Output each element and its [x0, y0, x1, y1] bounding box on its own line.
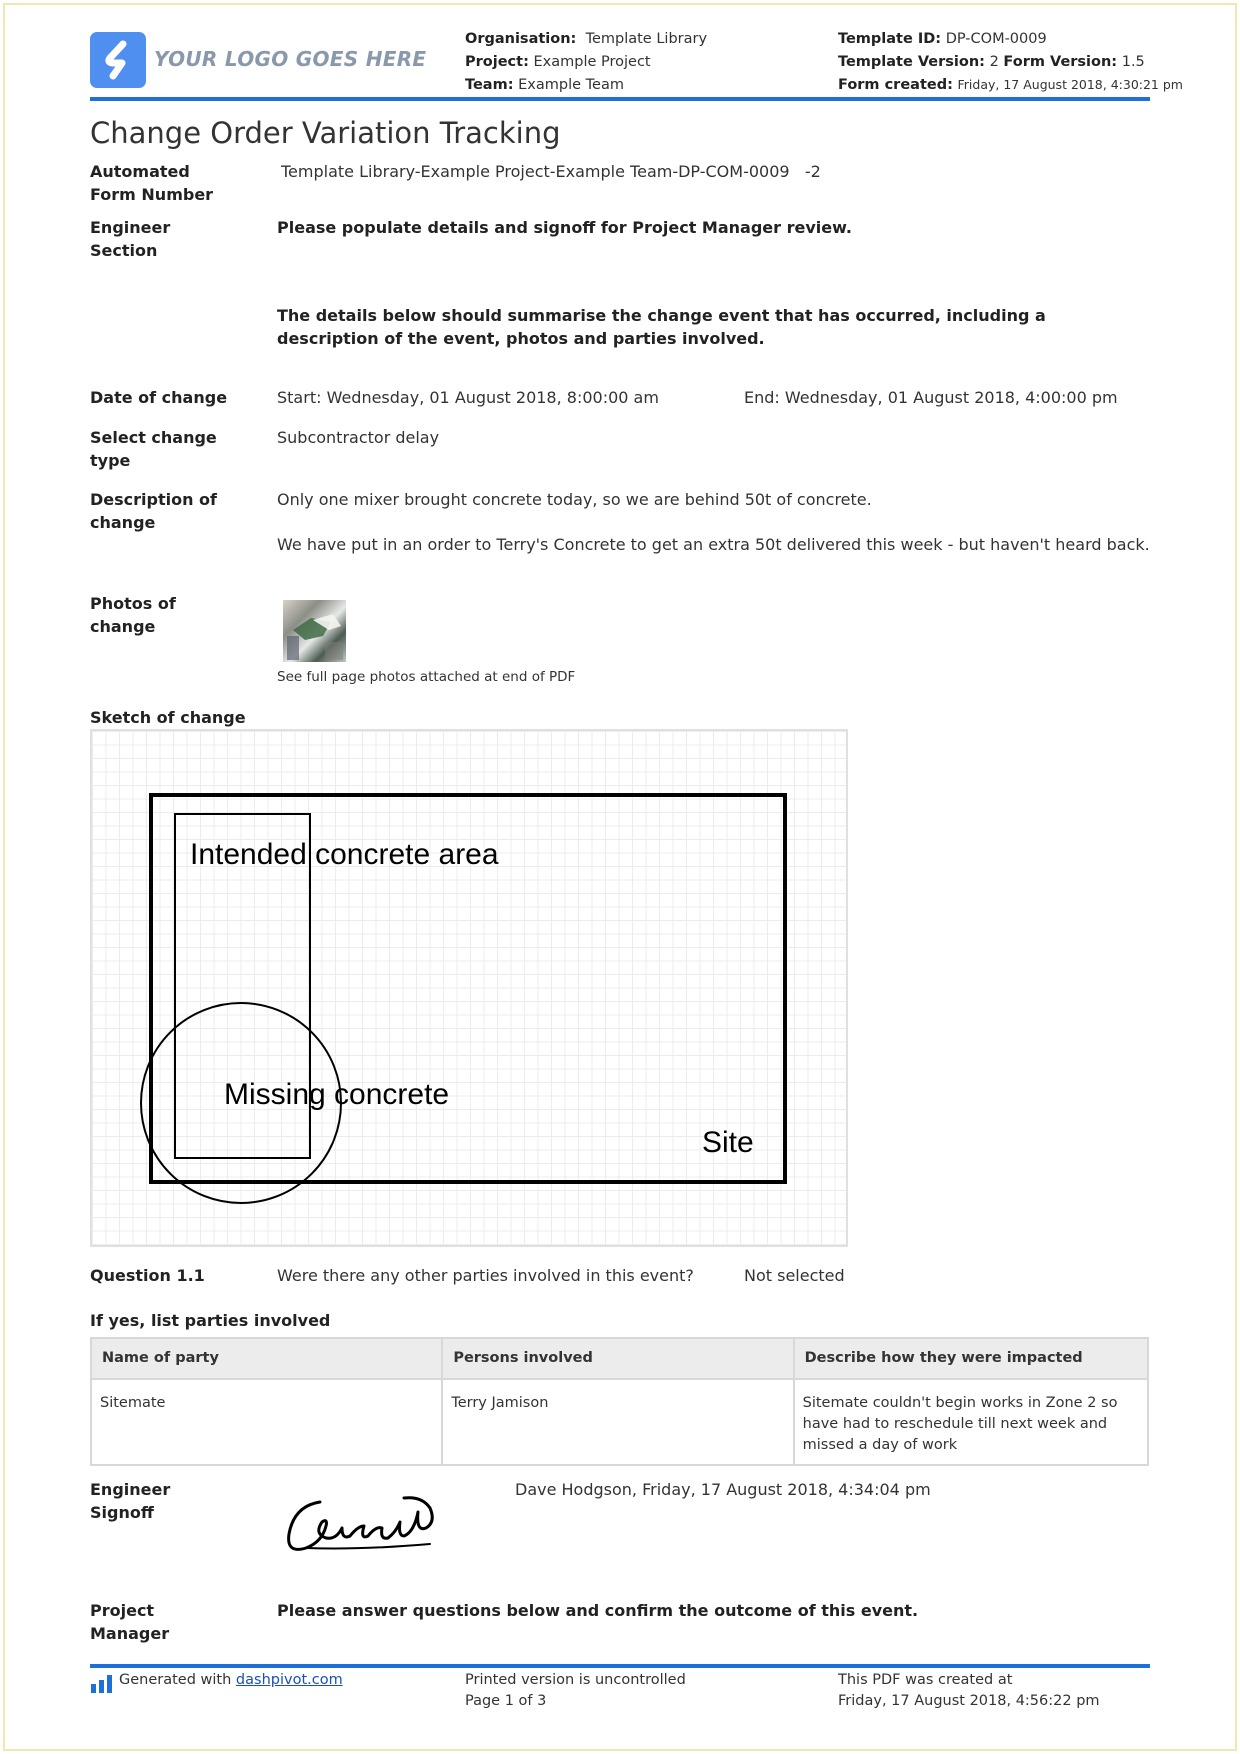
generated-with [119, 1672, 343, 1688]
template-id-value: DP-COM-0009 [945, 31, 1047, 47]
printed-line-1: Printed version is uncontrolled [465, 1672, 686, 1688]
change-type-value: Subcontractor delay [277, 428, 440, 447]
column-header: Persons involved [442, 1338, 793, 1379]
engineer-section-label [90, 216, 255, 262]
logo-mark-icon [90, 32, 146, 88]
date-end: End: Wednesday, 01 August 2018, 4:00:00 pm [744, 388, 1118, 407]
project-manager-label [90, 1599, 255, 1645]
form-created-line [838, 77, 1183, 93]
parties-table [90, 1337, 1149, 1466]
photos-label [90, 592, 255, 638]
table-row [91, 1379, 1148, 1465]
description-label-line-1: Description of [90, 490, 218, 509]
page-title: Change Order Variation Tracking [90, 116, 561, 150]
engineer-signoff-label [90, 1478, 255, 1524]
project-line [465, 54, 651, 70]
project-value: Example Project [533, 54, 651, 70]
sketch-label-site: Site [702, 1126, 754, 1159]
date-start: Start: Wednesday, 01 August 2018, 8:00:00 am [277, 388, 659, 407]
sketch-label-missing: Missing concrete [224, 1078, 450, 1111]
organisation-value: Template Library [585, 31, 708, 47]
version-line [838, 54, 1145, 70]
signature-image [280, 1488, 460, 1564]
form-created-label: Form created: [838, 77, 953, 93]
sketch-canvas [90, 729, 848, 1247]
description-label [90, 488, 255, 534]
generated-prefix: Generated with [119, 1672, 232, 1688]
form-number-label-line-2: Form Number [90, 185, 214, 204]
form-version-label: Form Version: [1003, 54, 1118, 70]
question-label: Question 1.1 [90, 1266, 205, 1285]
form-number-value: Template Library-Example Project-Example Team-DP-COM-0009 -2 [281, 162, 821, 181]
photos-label-line-1: Photos of [90, 594, 176, 613]
sketch-drawing [92, 731, 848, 1247]
team-value: Example Team [518, 77, 624, 93]
pdf-created-line-2: Friday, 17 August 2018, 4:56:22 pm [838, 1693, 1100, 1709]
column-header: Describe how they were impacted [794, 1338, 1148, 1379]
photos-caption: See full page photos attached at end of PDF [277, 669, 576, 685]
table-header-row [91, 1338, 1148, 1379]
team-label: Team: [465, 77, 514, 93]
project-label: Project: [465, 54, 529, 70]
pdf-created-line-1: This PDF was created at [838, 1672, 1013, 1688]
change-type-label [90, 426, 255, 472]
table-cell: Sitemate couldn't begin works in Zone 2 so have had to reschedule till next week and missed a day of work [794, 1379, 1148, 1465]
date-label: Date of change [90, 388, 228, 407]
description-line-1: Only one mixer brought concrete today, so we are behind 50t of concrete. [277, 490, 872, 509]
engineer-section-instruction: Please populate details and signoff for Project Manager review. [277, 218, 852, 237]
form-number-label [90, 160, 255, 206]
sketch-label: Sketch of change [90, 708, 246, 727]
form-version-value: 1.5 [1121, 54, 1145, 70]
engineer-signoff-value: Dave Hodgson, Friday, 17 August 2018, 4:34:04 pm [515, 1480, 931, 1499]
engineer-section-label-line-1: Engineer [90, 218, 171, 237]
column-header: Name of party [91, 1338, 442, 1379]
question-text: Were there any other parties involved in this event? [277, 1266, 694, 1285]
change-type-label-line-2: type [90, 451, 131, 470]
dashpivot-bars-icon [91, 1675, 113, 1693]
template-version-label: Template Version: [838, 54, 985, 70]
sketch-label-intended: Intended concrete area [190, 838, 499, 871]
dashpivot-link[interactable]: dashpivot.com [235, 1672, 343, 1688]
engineer-section-label-line-2: Section [90, 241, 158, 260]
template-version-value: 2 [989, 54, 999, 70]
template-id-line [838, 31, 1047, 47]
table-cell: Terry Jamison [442, 1379, 793, 1465]
form-created-value: Friday, 17 August 2018, 4:30:21 pm [957, 77, 1183, 92]
parties-label: If yes, list parties involved [90, 1311, 331, 1330]
template-id-label: Template ID: [838, 31, 942, 47]
project-manager-label-line-1: Project [90, 1601, 155, 1620]
photos-label-line-2: change [90, 617, 156, 636]
team-line [465, 77, 624, 93]
printed-line-2: Page 1 of 3 [465, 1693, 547, 1709]
organisation-line [465, 31, 707, 47]
form-number-label-line-1: Automated [90, 162, 190, 181]
photo-thumbnail[interactable] [283, 600, 346, 662]
engineer-signoff-label-line-1: Engineer [90, 1480, 171, 1499]
change-type-label-line-1: Select change [90, 428, 217, 447]
engineer-section-detail: The details below should summarise the change event that has occurred, including a description of the event, photos and parties involved. [277, 306, 1046, 348]
footer-divider [90, 1664, 1150, 1668]
project-manager-label-line-2: Manager [90, 1624, 170, 1643]
header-divider [90, 97, 1150, 101]
table-cell: Sitemate [91, 1379, 442, 1465]
engineer-signoff-label-line-2: Signoff [90, 1503, 154, 1522]
question-answer: Not selected [744, 1266, 845, 1285]
logo-text: YOUR LOGO GOES HERE [154, 47, 427, 71]
description-label-line-2: change [90, 513, 156, 532]
organisation-label: Organisation: [465, 31, 577, 47]
project-manager-instruction: Please answer questions below and confirm the outcome of this event. [277, 1601, 919, 1620]
description-line-2: We have put in an order to Terry's Concrete to get an extra 50t delivered this week - but haven't heard back. [277, 535, 1150, 554]
